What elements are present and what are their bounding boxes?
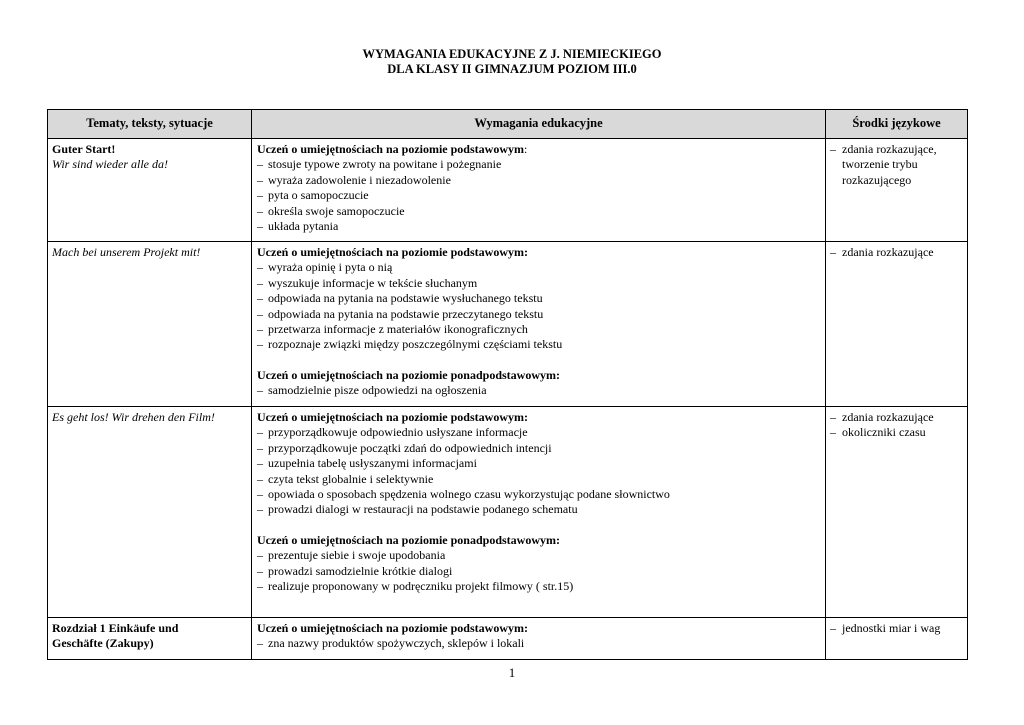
topic-title-continued: Geschäfte (Zakupy) xyxy=(52,636,154,651)
title-line-2: DLA KLASY II GIMNAZJUM POZIOM III.0 xyxy=(387,62,637,76)
list-item: – przetwarza informacje z materiałów ikonograficznych xyxy=(257,322,821,337)
language-means-cell xyxy=(826,618,968,660)
list-item: – opowiada o sposobach spędzenia wolnego czasu wykorzystując podane słownictwo xyxy=(257,487,821,502)
list-item: – przyporządkowuje początki zdań do odpowiednich intencji xyxy=(257,441,821,456)
page-number: 1 xyxy=(508,665,516,680)
list-item: – prezentuje siebie i swoje upodobania xyxy=(257,548,821,563)
column-header-topics: Tematy, teksty, sytuacje xyxy=(48,110,252,139)
list-item: – okoliczniki czasu xyxy=(830,425,963,440)
topic-cell xyxy=(48,618,252,660)
language-means-cell xyxy=(826,407,968,618)
list-item: – odpowiada na pytania na podstawie wysłuchanego tekstu xyxy=(257,291,821,306)
topic-cell xyxy=(48,139,252,242)
list-item: – odpowiada na pytania na podstawie przeczytanego tekstu xyxy=(257,307,821,322)
list-item: – układa pytania xyxy=(257,219,821,234)
list-item: – jednostki miar i wag xyxy=(830,621,963,636)
title-line-1: WYMAGANIA EDUKACYJNE Z J. NIEMIECKIEGO xyxy=(362,47,662,61)
requirements-cell xyxy=(252,139,826,242)
topic-cell xyxy=(48,407,252,618)
list-item: – pyta o samopoczucie xyxy=(257,188,821,203)
list-item-continued: tworzenie trybu xyxy=(842,157,918,172)
list-item: – rozpoznaje związki między poszczególnymi częściami tekstu xyxy=(257,337,821,352)
list-item: – wyraża zadowolenie i niezadowolenie xyxy=(257,173,821,188)
requirements-cell xyxy=(252,618,826,660)
list-item: – zdania rozkazujące xyxy=(830,410,963,425)
language-means-cell xyxy=(826,139,968,242)
list-item: – stosuje typowe zwroty na powitane i pożegnanie xyxy=(257,157,821,172)
topic-subtitle: Wir sind wieder alle da! xyxy=(52,157,168,172)
list-item: – prowadzi dialogi w restauracji na podstawie podanego schematu xyxy=(257,502,821,517)
basic-heading: Uczeń o umiejętnościach na poziomie podstawowym: xyxy=(257,621,528,635)
topic-title: Guter Start! xyxy=(52,142,116,156)
table-row xyxy=(48,242,968,407)
list-item-continued: rozkazującego xyxy=(842,172,912,187)
list-item: – realizuje proponowany w podręczniku projekt filmowy ( str.15) xyxy=(257,579,821,594)
basic-heading: Uczeń o umiejętnościach na poziomie podstawowym: xyxy=(257,142,528,156)
list-item: – wyraża opinię i pyta o nią xyxy=(257,260,821,275)
list-item: – zdania rozkazujące, xyxy=(830,142,963,157)
list-item: – zdania rozkazujące xyxy=(830,245,963,260)
requirements-cell xyxy=(252,407,826,618)
topic-title: Es geht los! Wir drehen den Film! xyxy=(52,410,215,424)
column-header-requirements: Wymagania edukacyjne xyxy=(252,110,826,139)
requirements-cell xyxy=(252,242,826,407)
topic-title: Rozdział 1 Einkäufe und xyxy=(52,621,179,635)
document-title xyxy=(0,47,1024,77)
topic-cell xyxy=(48,242,252,407)
list-item: – czyta tekst globalnie i selektywnie xyxy=(257,472,821,487)
table-row xyxy=(48,407,968,618)
column-header-language-means: Środki językowe xyxy=(826,110,968,139)
table-header-row xyxy=(48,110,968,139)
table-row xyxy=(48,618,968,660)
list-item: – prowadzi samodzielnie krótkie dialogi xyxy=(257,564,821,579)
list-item: – określa swoje samopoczucie xyxy=(257,204,821,219)
advanced-heading: Uczeń o umiejętnościach na poziomie ponadpodstawowym: xyxy=(257,532,560,547)
list-item: – samodzielnie pisze odpowiedzi na ogłoszenia xyxy=(257,383,821,398)
basic-heading: Uczeń o umiejętnościach na poziomie podstawowym: xyxy=(257,410,528,424)
list-item: – wyszukuje informacje w tekście słuchanym xyxy=(257,276,821,291)
requirements-table xyxy=(47,109,968,660)
list-item: – przyporządkowuje odpowiednio usłyszane informacje xyxy=(257,425,821,440)
advanced-heading: Uczeń o umiejętnościach na poziomie ponadpodstawowym: xyxy=(257,367,560,382)
table-row xyxy=(48,139,968,242)
basic-heading: Uczeń o umiejętnościach na poziomie podstawowym: xyxy=(257,245,528,259)
list-item: – zna nazwy produktów spożywczych, sklepów i lokali xyxy=(257,636,821,651)
list-item: – uzupełnia tabelę usłyszanymi informacjami xyxy=(257,456,821,471)
topic-title: Mach bei unserem Projekt mit! xyxy=(52,245,201,259)
language-means-cell xyxy=(826,242,968,407)
